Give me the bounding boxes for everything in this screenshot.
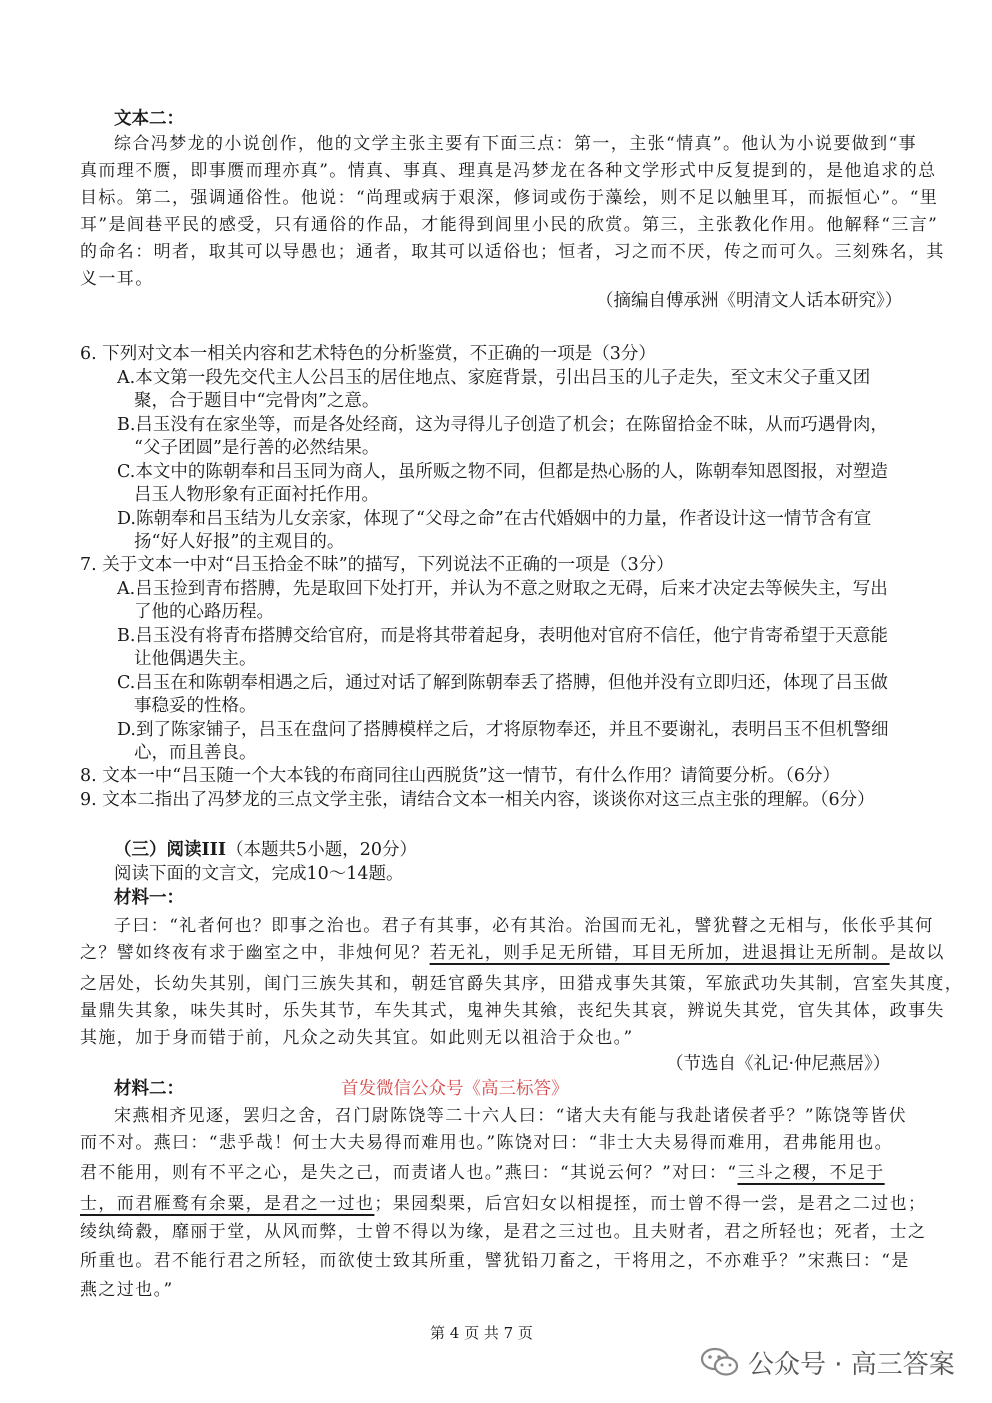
text2-line: 的命名：明者，取其可以导愚也；通者，取其可以适俗也；恒者，习之而不厌，传之而可久。三刻殊名，其 [80, 242, 945, 262]
q7-option-b-cont: 让他偶遇失主。 [134, 649, 257, 669]
q7-option-c-cont: 事稳妥的性格。 [134, 696, 257, 716]
q6-option-b-cont: “父子团圆”是行善的必然结果。 [134, 438, 380, 458]
material-1-heading: 材料一： [114, 888, 184, 908]
material-2-text: ；果园梨栗，后宫妇女以相提挃，而士曾不得一尝，是君之二过也； [374, 1194, 927, 1214]
material-1-line: 量鼎失其象，味失其时，乐失其节，车失其式，鬼神失其飨，丧纪失其哀，辨说失其党，官失其体，政事失 [80, 1001, 945, 1021]
underlined-sentence: 三斗之稷，不足于 [737, 1163, 885, 1183]
material-2-line: 宋燕相齐见逐，罢归之舍，召门尉陈饶等二十六人曰：“诸大夫有能与我赴诸侯者乎？”陈饶等皆伏 [114, 1106, 907, 1126]
wechat-watermark [700, 1340, 955, 1384]
q7-option-d: D.到了陈家铺子，吕玉在盘问了搭膊模样之后，才将原物奉还，并且不要谢礼，表明吕玉不但机警细 [117, 720, 889, 740]
material-2-line: 燕之过也。” [80, 1280, 174, 1300]
material-2-line [80, 1161, 885, 1185]
material-1-source: （节选自《礼记·仲尼燕居》） [666, 1054, 891, 1074]
q6-option-d-cont: 扬“好人好报”的主观目的。 [134, 532, 345, 552]
material-1-text: 是故以 [889, 943, 945, 963]
text2-source: （摘编自傅承洲《明清文人话本研究》） [596, 291, 903, 311]
section-3-title-rest: （本题共5小题，20分） [226, 840, 417, 860]
q6-option-c-cont: 吕玉人物形象有正面衬托作用。 [134, 485, 379, 505]
material-1-line: 之居处，长幼失其别，闺门三族失其和，朝廷官爵失其序，田猎戎事失其策，军旅武功失其制，宫室失其度， [80, 974, 964, 994]
page-number: 第 4 页 共 7 页 [430, 1324, 533, 1342]
q7-option-a-cont: 了他的心路历程。 [134, 602, 274, 622]
q7-option-d-cont: 心，而且善良。 [134, 743, 257, 763]
q6-option-a-cont: 聚，合于题目中“完骨肉”之意。 [134, 391, 380, 411]
section-3-instruction: 阅读下面的文言文，完成10～14题。 [114, 864, 404, 884]
material-2-line [80, 1192, 926, 1216]
q6-option-d: D.陈朝奉和吕玉结为儿女亲家，体现了“父母之命”在古代婚姻中的力量，作者设计这一情节含有宣 [117, 509, 872, 529]
text2-line: 真而理不赝，即事赝而理亦真”。情真、事真、理真是冯梦龙在各种文学形式中反复提到的，是他追求的总 [80, 161, 937, 181]
wechat-account-name: 公众号 · 高三答案 [748, 1349, 955, 1380]
material-1-text: 之？譬如终夜有求于幽室之中，非烛何见？ [80, 943, 430, 963]
question-9: 9. 文本二指出了冯梦龙的三点文学主张，请结合文本一相关内容，谈谈你对这三点主张的理解。（6分） [80, 790, 875, 810]
q7-option-c: C.吕玉在和陈朝奉相遇之后，通过对话了解到陈朝奉丢了搭膊，但他并没有立即归还，体现了吕玉做 [117, 673, 888, 693]
material-1-line: 子曰：“礼者何也？即事之治也。君子有其事，必有其治。治国而无礼，譬犹瞽之无相与，伥伥乎其何 [114, 916, 934, 936]
underlined-sentence: 若无礼，则手足无所错，耳目无所加，进退揖让无所制。 [429, 943, 890, 963]
q6-option-a: A.本文第一段先交代主人公吕玉的居住地点、家庭背景，引出吕玉的儿子走失，至文末父子重又团 [117, 368, 871, 388]
text2-line: 耳”是闾巷平民的感受，只有通俗的作品，才能得到闾里小民的欣赏。第三，主张教化作用。他解释“三言” [80, 215, 939, 235]
material-2-line: 所重也。君不能行君之所轻，而欲使士致其所重，譬犹铅刀畜之，干将用之，不亦难乎？”宋燕曰：“是 [80, 1251, 910, 1271]
question-6-stem: 6. 下列对文本一相关内容和艺术特色的分析鉴赏，不正确的一项是（3分） [80, 344, 656, 364]
material-2-line: 而不对。燕曰：“悲乎哉！何士大夫易得而难用也。”陈饶对曰：“非士大夫易得而难用，君弗能用也。 [80, 1133, 893, 1153]
q7-option-a: A.吕玉捡到青布搭膊，先是取回下处打开，并认为不意之财取之无碍，后来才决定去等候失主，写出 [117, 579, 888, 599]
material-1-line: 其施，加于身而错于前，凡众之动失其宜。如此则无以祖洽于众也。” [80, 1028, 634, 1048]
text2-heading: 文本二： [114, 109, 184, 129]
q6-option-c: C.本文中的陈朝奉和吕玉同为商人，虽所贩之物不同，但都是热心肠的人，陈朝奉知恩图报，对塑造 [117, 462, 888, 482]
text2-line: 综合冯梦龙的小说创作，他的文学主张主要有下面三点：第一，主张“情真”。他认为小说要做到“事 [114, 134, 918, 154]
q6-option-b: B.吕玉没有在家坐等，而是各处经商，这为寻得儿子创造了机会；在陈留拾金不昧，从而巧遇骨肉， [117, 415, 888, 435]
material-2-text: 君不能用，则有不平之心，是失之己，而责诸人也。”燕曰：“其说云何？”对曰：“ [80, 1163, 738, 1183]
text2-line: 义一耳。 [80, 269, 154, 289]
material-1-line [80, 941, 945, 965]
text2-line: 目标。第二，强调通俗性。他说：“尚理或病于艰深，修词或伤于藻绘，则不足以触里耳，而振恒心”。“里 [80, 188, 939, 208]
underlined-sentence: 士，而君雁鹜有余粟，是君之一过也 [80, 1194, 375, 1214]
wechat-icon [700, 1346, 740, 1378]
material-2-line: 绫纨绮縠，靡丽于堂，从风而弊，士曾不得以为缘，是君之三过也。且夫财者，君之所轻也；死者，士之 [80, 1222, 927, 1242]
question-7-stem: 7. 关于文本一中对“吕玉拾金不昧”的描写，下列说法不正确的一项是（3分） [80, 555, 674, 575]
material-2-heading: 材料二： [114, 1079, 184, 1099]
section-3-title [114, 838, 417, 862]
q7-option-b: B.吕玉没有将青布搭膊交给官府，而是将其带着起身，表明他对官府不信任，他宁肯寄希望于天意能 [117, 626, 888, 646]
section-3-title-bold: （三）阅读III [114, 840, 227, 860]
question-8: 8. 文本一中“吕玉随一个大本钱的布商同往山西脱货”这一情节，有什么作用？请简要分析。（6分） [80, 766, 841, 786]
red-watermark-text: 首发微信公众号《高三标答》 [341, 1079, 569, 1099]
